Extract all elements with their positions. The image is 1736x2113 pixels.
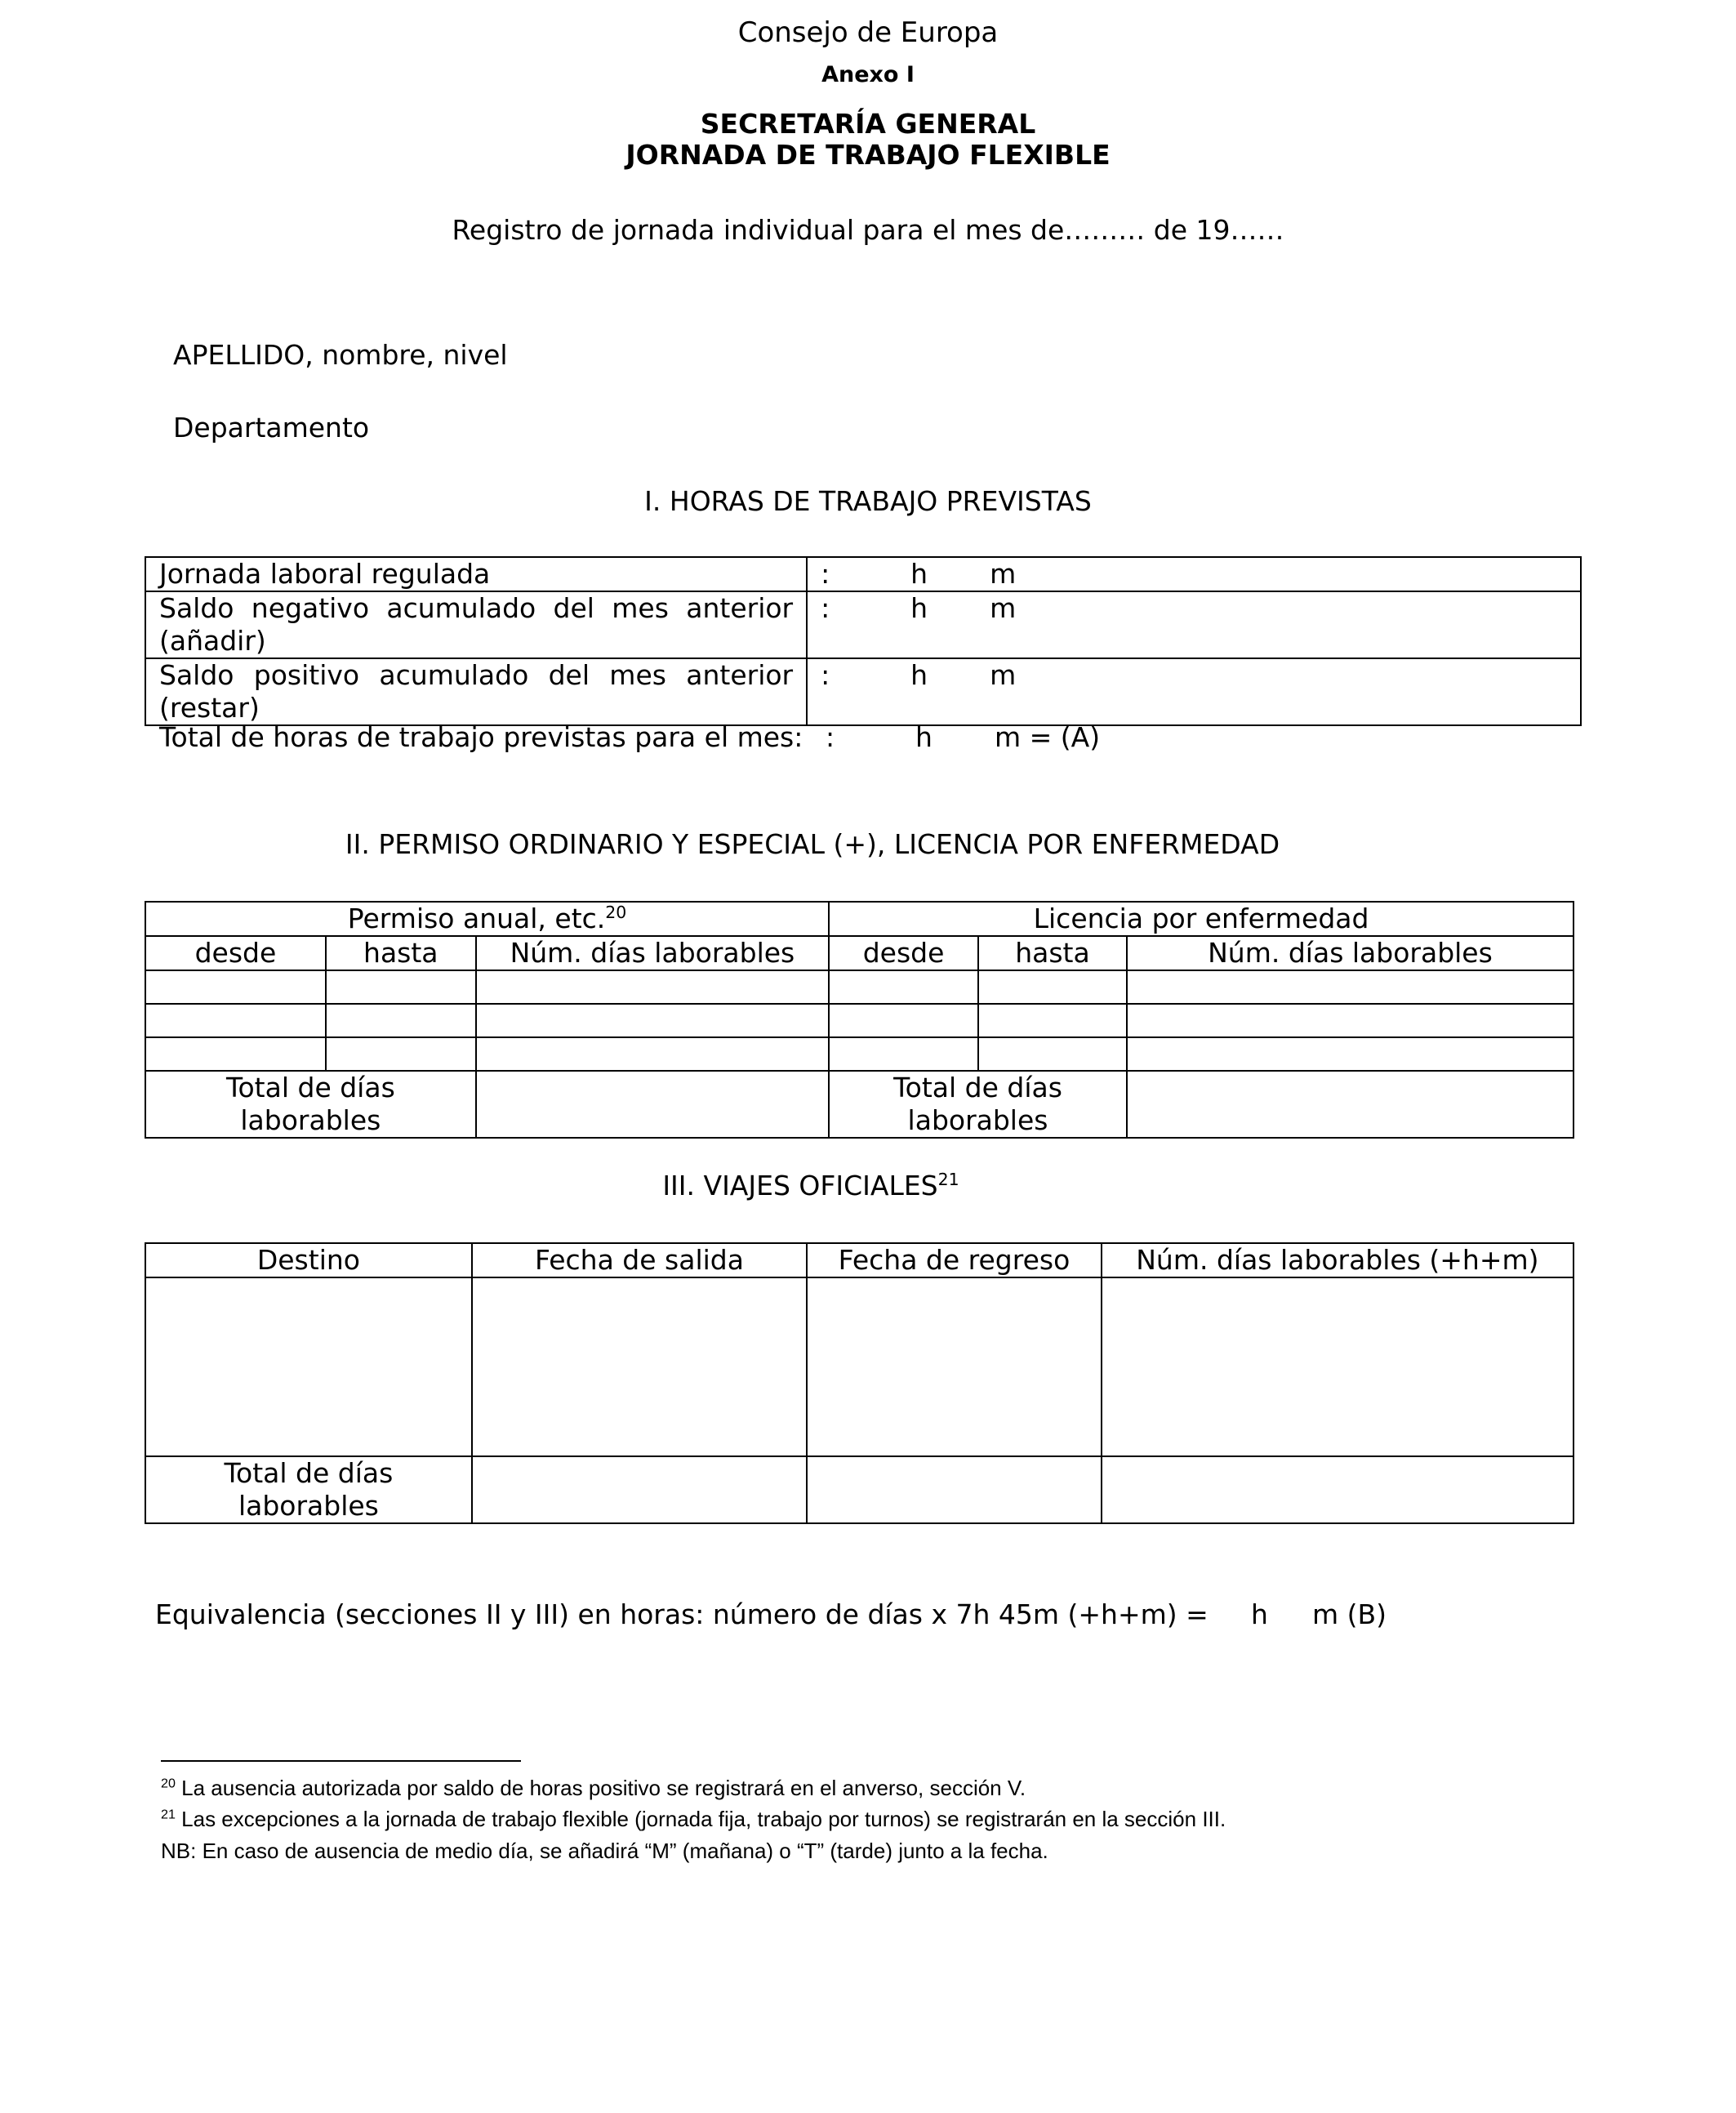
hours-cell: : h m bbox=[807, 557, 1581, 591]
column-header: desde bbox=[829, 936, 978, 970]
empty-cell bbox=[145, 1037, 326, 1071]
empty-cell bbox=[1102, 1456, 1574, 1523]
empty-cell bbox=[1102, 1277, 1574, 1456]
total-days-label: Total de días laborables bbox=[145, 1071, 476, 1138]
column-header: hasta bbox=[326, 936, 476, 970]
table-row bbox=[145, 1004, 1574, 1037]
section-2-title: II. PERMISO ORDINARIO Y ESPECIAL (+), LICENCIA POR ENFERMEDAD bbox=[345, 828, 1280, 860]
register-line: Registro de jornada individual para el mes de……… de 19…… bbox=[452, 214, 1284, 246]
empty-cell bbox=[978, 970, 1127, 1004]
empty-cell bbox=[326, 1004, 476, 1037]
planned-hours-total: Total de horas de trabajo previstas para el mes: : h m = (A) bbox=[159, 721, 1101, 753]
column-header: Destino bbox=[145, 1243, 472, 1277]
organization-name: Consejo de Europa bbox=[737, 16, 999, 49]
row-label: Saldo positivo acumulado del mes anterior (restar) bbox=[145, 658, 807, 725]
sick-leave-header: Licencia por enfermedad bbox=[829, 902, 1574, 936]
planned-hours-table bbox=[145, 556, 1582, 726]
empty-cell bbox=[326, 970, 476, 1004]
empty-cell bbox=[326, 1037, 476, 1071]
empty-cell bbox=[829, 1037, 978, 1071]
table-row bbox=[145, 591, 1581, 658]
empty-cell bbox=[145, 1004, 326, 1037]
section-3-title: III. VIAJES OFICIALES$^{21}$ bbox=[662, 1170, 959, 1201]
department-field-label: Departamento bbox=[173, 412, 370, 444]
equivalence-line: Equivalencia (secciones II y III) en horas: número de días x 7h 45m (+h+m) = h m (B) bbox=[155, 1598, 1387, 1630]
document-subtitle: JORNADA DE TRABAJO FLEXIBLE bbox=[625, 139, 1111, 171]
table-row bbox=[145, 1037, 1574, 1071]
table-row bbox=[145, 1277, 1574, 1456]
empty-cell bbox=[1127, 1071, 1574, 1138]
empty-cell bbox=[476, 1071, 829, 1138]
table-row bbox=[145, 936, 1574, 970]
footnote-separator bbox=[161, 1760, 521, 1762]
empty-cell bbox=[145, 970, 326, 1004]
empty-cell bbox=[472, 1277, 807, 1456]
total-days-label: Total de días laborables bbox=[829, 1071, 1127, 1138]
hours-cell: : h m bbox=[807, 658, 1581, 725]
empty-cell bbox=[978, 1037, 1127, 1071]
empty-cell bbox=[1127, 1037, 1574, 1071]
leave-table bbox=[145, 901, 1574, 1139]
annex-label: Anexo I bbox=[821, 62, 915, 87]
table-row bbox=[145, 1243, 1574, 1277]
empty-cell bbox=[829, 970, 978, 1004]
column-header: Núm. días laborables (+h+m) bbox=[1102, 1243, 1574, 1277]
column-header: desde bbox=[145, 936, 326, 970]
footnote-21: $^{21}$ Las excepciones a la jornada de trabajo flexible (jornada fija, trabajo por turnos) se registrarán en la sección III. bbox=[161, 1807, 1226, 1831]
table-row bbox=[145, 658, 1581, 725]
table-row bbox=[145, 902, 1574, 936]
empty-cell bbox=[476, 1004, 829, 1037]
empty-cell bbox=[145, 1277, 472, 1456]
section-1-title: I. HORAS DE TRABAJO PREVISTAS bbox=[644, 485, 1092, 517]
column-header: Núm. días laborables bbox=[476, 936, 829, 970]
footnote-20: $^{20}$ La ausencia autorizada por saldo de horas positivo se registrará en el anverso, sección V. bbox=[161, 1776, 1026, 1800]
footnote-nb: NB: En caso de ausencia de medio día, se añadirá “M” (mañana) o “T” (tarde) junto a la fecha. bbox=[161, 1839, 1048, 1863]
table-row bbox=[145, 1456, 1574, 1523]
empty-cell bbox=[807, 1456, 1102, 1523]
empty-cell bbox=[1127, 1004, 1574, 1037]
column-header: hasta bbox=[978, 936, 1127, 970]
column-header: Fecha de regreso bbox=[807, 1243, 1102, 1277]
secretariat-title: SECRETARÍA GENERAL bbox=[700, 108, 1036, 140]
table-row bbox=[145, 970, 1574, 1004]
empty-cell bbox=[476, 970, 829, 1004]
empty-cell bbox=[807, 1277, 1102, 1456]
footnote-ref: 21 bbox=[937, 1170, 959, 1189]
annual-leave-header: Permiso anual, etc.$^{20}$ bbox=[145, 902, 829, 936]
empty-cell bbox=[476, 1037, 829, 1071]
empty-cell bbox=[472, 1456, 807, 1523]
name-field-label: APELLIDO, nombre, nivel bbox=[173, 339, 508, 371]
table-row bbox=[145, 557, 1581, 591]
empty-cell bbox=[829, 1004, 978, 1037]
footnote-ref: 20 bbox=[605, 903, 627, 922]
row-label: Jornada laboral regulada bbox=[145, 557, 807, 591]
empty-cell bbox=[978, 1004, 1127, 1037]
hours-cell: : h m bbox=[807, 591, 1581, 658]
row-label: Saldo negativo acumulado del mes anterior (añadir) bbox=[145, 591, 807, 658]
total-days-label: Total de días laborables bbox=[145, 1456, 472, 1523]
table-row bbox=[145, 1071, 1574, 1138]
empty-cell bbox=[1127, 970, 1574, 1004]
official-trips-table bbox=[145, 1242, 1574, 1524]
column-header: Núm. días laborables bbox=[1127, 936, 1574, 970]
column-header: Fecha de salida bbox=[472, 1243, 807, 1277]
